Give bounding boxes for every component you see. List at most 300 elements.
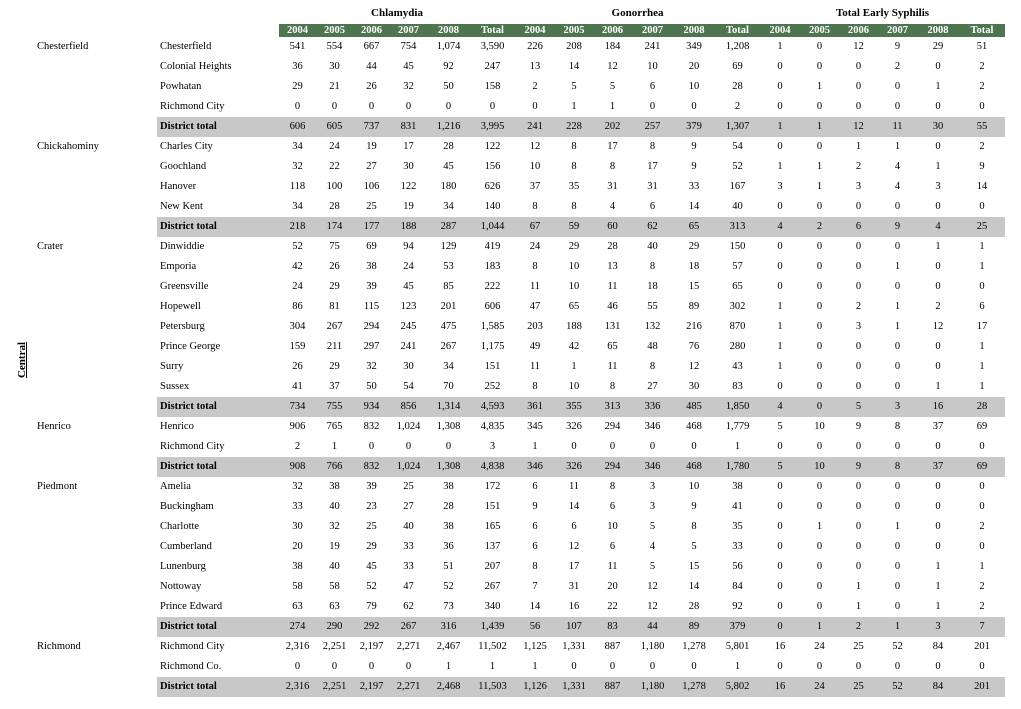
value-cell: 45 <box>366 561 377 572</box>
value-cell: 606 <box>279 117 316 137</box>
value-cell: 0 <box>691 441 697 452</box>
value-cell: 1 <box>532 441 538 452</box>
value-cell: 184 <box>604 41 621 52</box>
county-name: Greensville <box>160 281 209 292</box>
value-cell: 52 <box>878 677 917 697</box>
value-cell: 33 <box>732 541 743 552</box>
table-row <box>37 197 1005 217</box>
value-cell: 0 <box>294 661 301 672</box>
table-row <box>37 597 1005 617</box>
value-cell: 5 <box>649 561 656 572</box>
value-cell: 12 <box>932 321 944 332</box>
value-cell: 2,467 <box>436 641 461 652</box>
value-cell: 25 <box>366 201 377 212</box>
value-cell: 30 <box>329 61 340 72</box>
value-cell: 626 <box>484 181 501 192</box>
table-row <box>37 637 1005 657</box>
value-cell: 20 <box>292 541 303 552</box>
value-cell: 2 <box>979 581 985 592</box>
value-cell: 69 <box>732 61 743 72</box>
value-cell: 0 <box>649 101 656 112</box>
value-cell: 34 <box>292 201 303 212</box>
value-cell: 2 <box>532 81 538 92</box>
value-cell: 0 <box>935 501 941 512</box>
value-cell: 832 <box>353 457 390 477</box>
year-header-cell: 2008 <box>673 24 715 37</box>
value-cell: 0 <box>894 481 901 492</box>
value-cell: 17 <box>568 561 580 572</box>
value-cell: 29 <box>568 241 580 252</box>
value-cell: 1,308 <box>427 457 470 477</box>
value-cell: 9 <box>839 457 878 477</box>
value-cell: 1 <box>979 341 985 352</box>
value-cell: 3 <box>649 501 656 512</box>
value-cell: 4 <box>917 217 959 237</box>
value-cell: 0 <box>816 201 823 212</box>
value-cell: 1 <box>855 601 862 612</box>
value-cell: 76 <box>688 341 700 352</box>
district-blank-cell <box>37 437 157 457</box>
value-cell: 0 <box>294 101 301 112</box>
value-cell: 247 <box>484 61 501 72</box>
value-cell: 0 <box>609 661 616 672</box>
value-cell: 2,271 <box>396 641 421 652</box>
value-cell: 6 <box>649 201 656 212</box>
value-cell: 2 <box>734 101 741 112</box>
value-cell: 27 <box>403 501 414 512</box>
value-cell: 2,271 <box>390 677 427 697</box>
value-cell: 4 <box>894 181 901 192</box>
year-header-cell: 2006 <box>839 24 878 37</box>
value-cell: 6 <box>649 81 656 92</box>
value-cell: 3 <box>649 481 656 492</box>
value-cell: 156 <box>484 161 501 172</box>
value-cell: 47 <box>529 301 541 312</box>
value-cell: 28 <box>688 601 700 612</box>
value-cell: 0 <box>777 601 783 612</box>
district-blank-cell <box>37 397 157 417</box>
value-cell: 355 <box>555 397 593 417</box>
table-row <box>37 237 1005 257</box>
value-cell: 65 <box>607 341 618 352</box>
district-blank-cell <box>37 117 157 137</box>
county-name: Buckingham <box>160 501 214 512</box>
county-name: Amelia <box>160 481 191 492</box>
value-cell: 29 <box>329 281 340 292</box>
value-cell: 14 <box>688 201 700 212</box>
value-cell: 140 <box>484 201 501 212</box>
district-total-label: District total <box>157 397 279 417</box>
value-cell: 1 <box>816 181 823 192</box>
value-cell: 183 <box>484 261 501 272</box>
county-name: Nottoway <box>160 581 202 592</box>
value-cell: 245 <box>400 321 417 332</box>
value-cell: 1,331 <box>555 677 593 697</box>
value-cell: 1 <box>935 601 941 612</box>
county-name: Sussex <box>160 381 190 392</box>
value-cell: 216 <box>686 321 702 332</box>
value-cell: 222 <box>484 281 501 292</box>
table-row <box>37 357 1005 377</box>
value-cell: 180 <box>440 181 457 192</box>
value-cell: 1 <box>734 441 741 452</box>
value-cell: 0 <box>894 361 901 372</box>
table-row <box>37 77 1005 97</box>
value-cell: 0 <box>935 521 941 532</box>
district-total-label: District total <box>157 457 279 477</box>
value-cell: 11,502 <box>478 641 507 652</box>
county-name: Petersburg <box>160 321 205 332</box>
value-cell: 0 <box>405 101 412 112</box>
district-total-row <box>37 397 1005 417</box>
value-cell: 63 <box>329 601 340 612</box>
value-cell: 340 <box>484 601 501 612</box>
value-cell: 1,850 <box>715 397 760 417</box>
value-cell: 475 <box>440 321 457 332</box>
value-cell: 10 <box>529 161 541 172</box>
value-cell: 89 <box>673 617 715 637</box>
value-cell: 73 <box>443 601 454 612</box>
value-cell: 0 <box>894 601 901 612</box>
value-cell: 11 <box>529 361 541 372</box>
value-cell: 8 <box>532 381 538 392</box>
value-cell: 4 <box>760 397 800 417</box>
value-cell: 1 <box>609 101 616 112</box>
value-cell: 0 <box>816 101 823 112</box>
value-cell: 0 <box>777 381 783 392</box>
district-blank-cell <box>37 457 157 477</box>
value-cell: 2 <box>935 301 941 312</box>
value-cell: 33 <box>403 541 414 552</box>
district-name: Chickahominy <box>37 141 99 152</box>
value-cell: 336 <box>632 397 673 417</box>
value-cell: 0 <box>935 541 941 552</box>
value-cell: 16 <box>568 601 580 612</box>
value-cell: 9 <box>532 501 538 512</box>
value-cell: 1 <box>935 561 941 572</box>
value-cell: 605 <box>316 117 353 137</box>
value-cell: 0 <box>935 261 941 272</box>
value-cell: 2,316 <box>285 641 310 652</box>
value-cell: 0 <box>894 341 901 352</box>
value-cell: 1 <box>777 321 783 332</box>
value-cell: 9 <box>691 141 697 152</box>
value-cell: 0 <box>855 561 862 572</box>
table-row <box>37 337 1005 357</box>
value-cell: 2,468 <box>427 677 470 697</box>
value-cell: 9 <box>979 161 985 172</box>
value-cell: 0 <box>760 617 800 637</box>
value-cell: 115 <box>363 301 380 312</box>
value-cell: 174 <box>316 217 353 237</box>
value-cell: 19 <box>403 201 414 212</box>
value-cell: 0 <box>855 521 862 532</box>
value-cell: 419 <box>484 241 501 252</box>
value-cell: 83 <box>732 381 743 392</box>
value-cell: 38 <box>329 481 340 492</box>
year-header-row <box>37 24 1005 37</box>
value-cell: 40 <box>329 501 340 512</box>
value-cell: 30 <box>403 361 414 372</box>
value-cell: 2 <box>855 161 862 172</box>
value-cell: 29 <box>329 361 340 372</box>
value-cell: 257 <box>632 117 673 137</box>
county-name: Surry <box>160 361 184 372</box>
value-cell: 0 <box>935 141 941 152</box>
value-cell: 48 <box>647 341 658 352</box>
district-blank-cell <box>37 517 157 537</box>
value-cell: 304 <box>289 321 306 332</box>
value-cell: 0 <box>816 341 823 352</box>
disease-group-header-row <box>37 2 1005 24</box>
value-cell: 57 <box>732 261 743 272</box>
table-row <box>37 657 1005 677</box>
value-cell: 218 <box>279 217 316 237</box>
value-cell: 0 <box>777 261 783 272</box>
value-cell: 62 <box>403 601 414 612</box>
value-cell: 1 <box>894 521 901 532</box>
value-cell: 58 <box>329 581 340 592</box>
value-cell: 274 <box>279 617 316 637</box>
value-cell: 4 <box>894 161 901 172</box>
value-cell: 1,175 <box>480 341 505 352</box>
value-cell: 267 <box>440 341 457 352</box>
value-cell: 8 <box>571 201 577 212</box>
value-cell: 1 <box>816 521 823 532</box>
value-cell: 3 <box>917 617 959 637</box>
value-cell: 24 <box>800 677 839 697</box>
value-cell: 43 <box>732 361 743 372</box>
group-header-chlamydia: Chlamydia <box>371 7 423 19</box>
region-label-text: Central <box>16 341 28 379</box>
value-cell: 56 <box>732 561 743 572</box>
value-cell: 65 <box>732 281 743 292</box>
county-name: Richmond City <box>160 641 225 652</box>
value-cell: 0 <box>894 661 901 672</box>
value-cell: 11 <box>568 481 580 492</box>
district-blank-cell <box>37 177 157 197</box>
table-row <box>37 477 1005 497</box>
value-cell: 313 <box>593 397 632 417</box>
value-cell: 12 <box>529 141 541 152</box>
value-cell: 297 <box>363 341 380 352</box>
value-cell: 15 <box>688 561 700 572</box>
value-cell: 0 <box>894 281 901 292</box>
value-cell: 0 <box>649 661 656 672</box>
value-cell: 10 <box>568 281 580 292</box>
value-cell: 6 <box>839 217 878 237</box>
value-cell: 0 <box>894 101 901 112</box>
value-cell: 1,024 <box>396 421 421 432</box>
value-cell: 2 <box>894 61 901 72</box>
value-cell: 21 <box>329 81 340 92</box>
value-cell: 75 <box>329 241 340 252</box>
district-blank-cell <box>37 157 157 177</box>
value-cell: 6 <box>609 501 616 512</box>
value-cell: 24 <box>292 281 303 292</box>
county-name: Powhatan <box>160 81 202 92</box>
value-cell: 379 <box>673 117 715 137</box>
value-cell: 65 <box>673 217 715 237</box>
value-cell: 0 <box>816 601 823 612</box>
value-cell: 55 <box>959 117 1005 137</box>
value-cell: 15 <box>688 281 700 292</box>
value-cell: 19 <box>366 141 377 152</box>
value-cell: 0 <box>855 341 862 352</box>
value-cell: 51 <box>443 561 454 572</box>
value-cell: 0 <box>571 441 577 452</box>
table-row <box>37 277 1005 297</box>
group-header-syphilis: Total Early Syphilis <box>835 7 930 19</box>
value-cell: 2,197 <box>359 641 384 652</box>
year-header-cell: 2008 <box>427 24 470 37</box>
value-cell: 38 <box>732 481 743 492</box>
value-cell: 20 <box>607 581 618 592</box>
value-cell: 29 <box>688 241 700 252</box>
value-cell: 25 <box>366 521 377 532</box>
value-cell: 25 <box>959 217 1005 237</box>
value-cell: 0 <box>855 541 862 552</box>
value-cell: 39 <box>366 481 377 492</box>
value-cell: 0 <box>777 561 783 572</box>
value-cell: 1 <box>760 117 800 137</box>
value-cell: 28 <box>959 397 1005 417</box>
value-cell: 2,251 <box>316 677 353 697</box>
value-cell: 11 <box>607 361 618 372</box>
value-cell: 123 <box>400 301 417 312</box>
value-cell: 51 <box>976 41 988 52</box>
value-cell: 22 <box>607 601 618 612</box>
value-cell: 26 <box>366 81 377 92</box>
value-cell: 2 <box>855 301 862 312</box>
value-cell: 28 <box>732 81 743 92</box>
value-cell: 25 <box>839 677 878 697</box>
value-cell: 1,126 <box>515 677 555 697</box>
value-cell: 316 <box>427 617 470 637</box>
value-cell: 0 <box>816 481 823 492</box>
value-cell: 28 <box>607 241 618 252</box>
value-cell: 8 <box>609 481 616 492</box>
district-blank-cell <box>37 537 157 557</box>
value-cell: 165 <box>484 521 501 532</box>
value-cell: 3 <box>878 397 917 417</box>
value-cell: 30 <box>688 381 700 392</box>
blank-header-cell <box>37 2 157 24</box>
value-cell: 12 <box>568 541 580 552</box>
value-cell: 3 <box>935 181 941 192</box>
value-cell: 159 <box>289 341 306 352</box>
value-cell: 0 <box>979 481 985 492</box>
table-row <box>37 497 1005 517</box>
table-row <box>37 377 1005 397</box>
county-name: Charles City <box>160 141 213 152</box>
table-row <box>37 297 1005 317</box>
value-cell: 30 <box>403 161 414 172</box>
value-cell: 8 <box>649 141 656 152</box>
district-blank-cell <box>37 97 157 117</box>
value-cell: 84 <box>932 641 944 652</box>
value-cell: 31 <box>607 181 618 192</box>
value-cell: 2 <box>839 617 878 637</box>
value-cell: 1 <box>816 161 823 172</box>
value-cell: 16 <box>760 677 800 697</box>
county-name: Chesterfield <box>160 41 212 52</box>
value-cell: 1,208 <box>725 41 750 52</box>
year-header-cell: 2004 <box>515 24 555 37</box>
value-cell: 856 <box>390 397 427 417</box>
value-cell: 0 <box>777 441 783 452</box>
value-cell: 0 <box>979 101 985 112</box>
value-cell: 69 <box>976 421 988 432</box>
value-cell: 12 <box>853 41 864 52</box>
value-cell: 5 <box>609 81 616 92</box>
value-cell: 0 <box>894 581 901 592</box>
value-cell: 280 <box>729 341 746 352</box>
value-cell: 122 <box>484 141 501 152</box>
value-cell: 28 <box>329 201 340 212</box>
value-cell: 1,331 <box>562 641 586 652</box>
value-cell: 1 <box>935 581 941 592</box>
value-cell: 11 <box>607 561 618 572</box>
value-cell: 0 <box>405 441 412 452</box>
value-cell: 1,216 <box>427 117 470 137</box>
value-cell: 6 <box>532 521 538 532</box>
value-cell: 1 <box>777 341 783 352</box>
value-cell: 294 <box>363 321 380 332</box>
value-cell: 241 <box>400 341 417 352</box>
value-cell: 1 <box>855 141 862 152</box>
value-cell: 10 <box>688 81 700 92</box>
value-cell: 33 <box>292 501 303 512</box>
district-name: Chesterfield <box>37 41 89 52</box>
value-cell: 734 <box>279 397 316 417</box>
year-header-cell: 2005 <box>316 24 353 37</box>
value-cell: 468 <box>673 457 715 477</box>
value-cell: 0 <box>855 61 862 72</box>
value-cell: 1 <box>816 81 823 92</box>
value-cell: 50 <box>366 381 377 392</box>
value-cell: 19 <box>329 541 340 552</box>
value-cell: 10 <box>800 457 839 477</box>
value-cell: 294 <box>604 421 621 432</box>
value-cell: 85 <box>443 281 454 292</box>
value-cell: 226 <box>527 41 543 52</box>
table-body <box>37 37 1005 697</box>
value-cell: 0 <box>816 561 823 572</box>
value-cell: 69 <box>366 241 377 252</box>
value-cell: 1,780 <box>715 457 760 477</box>
value-cell: 0 <box>777 521 783 532</box>
value-cell: 11 <box>878 117 917 137</box>
county-name: Henrico <box>160 421 194 432</box>
value-cell: 151 <box>484 361 501 372</box>
value-cell: 0 <box>405 661 412 672</box>
value-cell: 1,125 <box>523 641 547 652</box>
value-cell: 765 <box>326 421 343 432</box>
value-cell: 1,314 <box>427 397 470 417</box>
value-cell: 908 <box>279 457 316 477</box>
value-cell: 1 <box>878 617 917 637</box>
district-total-label: District total <box>157 617 279 637</box>
value-cell: 228 <box>555 117 593 137</box>
table-row <box>37 317 1005 337</box>
value-cell: 0 <box>894 81 901 92</box>
value-cell: 0 <box>894 501 901 512</box>
district-total-row <box>37 117 1005 137</box>
value-cell: 2 <box>979 601 985 612</box>
value-cell: 9 <box>894 41 901 52</box>
value-cell: 2 <box>979 61 985 72</box>
